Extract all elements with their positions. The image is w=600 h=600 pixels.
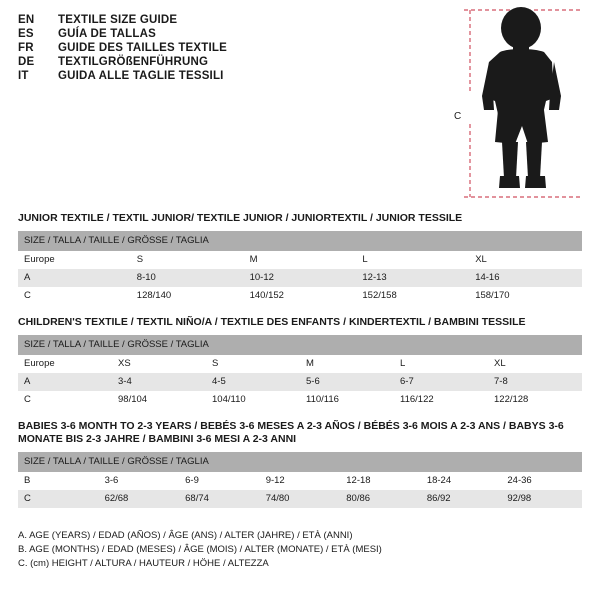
cell: 80/86 xyxy=(340,490,421,508)
row-label: C xyxy=(18,391,112,409)
table-header-row xyxy=(18,231,582,251)
size-header-label: SIZE / TALLA / TAILLE / GRÖSSE / TAGLIA xyxy=(18,335,582,355)
footnote: C. (cm) HEIGHT / ALTURA / HAUTEUR / HÖHE / ALTEZZA xyxy=(18,558,269,569)
cell: 110/116 xyxy=(300,391,394,409)
language-row xyxy=(18,70,418,82)
cell: 3-4 xyxy=(112,373,206,391)
footnote: A. AGE (YEARS) / EDAD (AÑOS) / ÂGE (ANS) / ALTER (JAHRE) / ETÀ (ANNI) xyxy=(18,530,353,541)
cell: 6-7 xyxy=(394,373,488,391)
language-title-block xyxy=(18,14,418,84)
cell: 128/140 xyxy=(131,287,244,305)
table-header-row xyxy=(18,452,582,472)
cell: 68/74 xyxy=(179,490,260,508)
cell: 158/170 xyxy=(469,287,582,305)
footnotes-block xyxy=(18,529,582,571)
row-label: C xyxy=(18,490,99,508)
language-row xyxy=(18,14,418,26)
cell: S xyxy=(206,355,300,373)
table-row xyxy=(18,287,582,305)
junior-size-table xyxy=(18,231,582,305)
cell: M xyxy=(300,355,394,373)
language-code: ES xyxy=(18,28,34,40)
language-row xyxy=(18,42,418,54)
cell: 86/92 xyxy=(421,490,502,508)
cell: 104/110 xyxy=(206,391,300,409)
cell: 4-5 xyxy=(206,373,300,391)
babies-size-table xyxy=(18,452,582,508)
cell: XL xyxy=(469,251,582,269)
cell: 92/98 xyxy=(501,490,582,508)
cell: S xyxy=(131,251,244,269)
language-title: TEXTILGRÖßENFÜHRUNG xyxy=(58,56,209,68)
cell: 98/104 xyxy=(112,391,206,409)
language-title: GUÍA DE TALLAS xyxy=(58,28,156,40)
cell: 140/152 xyxy=(244,287,357,305)
cell: 7-8 xyxy=(488,373,582,391)
cell: XL xyxy=(488,355,582,373)
table-header-row xyxy=(18,335,582,355)
child-silhouette-icon xyxy=(458,6,588,201)
language-code: FR xyxy=(18,42,34,54)
size-header-label: SIZE / TALLA / TAILLE / GRÖSSE / TAGLIA xyxy=(18,452,582,472)
children-size-table xyxy=(18,335,582,409)
table-row xyxy=(18,269,582,287)
section-babies xyxy=(18,420,582,508)
language-row xyxy=(18,28,418,40)
section-children xyxy=(18,316,582,409)
row-label: Europe xyxy=(18,355,112,373)
cell: 3-6 xyxy=(99,472,180,490)
cell: 9-12 xyxy=(260,472,341,490)
language-row xyxy=(18,56,418,68)
size-header-label: SIZE / TALLA / TAILLE / GRÖSSE / TAGLIA xyxy=(18,231,582,251)
language-title: GUIDE DES TAILLES TEXTILE xyxy=(58,42,227,54)
section-title: BABIES 3-6 MONTH TO 2-3 YEARS / BEBÉS 3-6 MESES A 2-3 AÑOS / BÉBÉS 3-6 MOIS A 2-3 ANS / BABYS 3-6 MONATE BIS 2-3 JAHRE / BAMBINI 3-6 MESI A 2-3 ANNI xyxy=(18,420,564,445)
cell: 12-13 xyxy=(356,269,469,287)
height-measure-label: C xyxy=(454,111,462,122)
table-row xyxy=(18,490,582,508)
cell: 5-6 xyxy=(300,373,394,391)
figure-area xyxy=(430,6,595,201)
cell: 152/158 xyxy=(356,287,469,305)
row-label: C xyxy=(18,287,131,305)
cell: 116/122 xyxy=(394,391,488,409)
cell: 74/80 xyxy=(260,490,341,508)
table-row xyxy=(18,472,582,490)
cell: 10-12 xyxy=(244,269,357,287)
cell: 62/68 xyxy=(99,490,180,508)
section-title: CHILDREN'S TEXTILE / TEXTIL NIÑO/A / TEXTILE DES ENFANTS / KINDERTEXTIL / BAMBINI TESSILE xyxy=(18,316,526,328)
footnote: B. AGE (MONTHS) / EDAD (MESES) / ÂGE (MOIS) / ALTER (MONATE) / ETÀ (MESI) xyxy=(18,544,382,555)
language-code: IT xyxy=(18,70,29,82)
cell: 14-16 xyxy=(469,269,582,287)
cell: 122/128 xyxy=(488,391,582,409)
cell: L xyxy=(356,251,469,269)
cell: 12-18 xyxy=(340,472,421,490)
section-title: JUNIOR TEXTILE / TEXTIL JUNIOR/ TEXTILE JUNIOR / JUNIORTEXTIL / JUNIOR TESSILE xyxy=(18,212,463,224)
row-label: B xyxy=(18,472,99,490)
cell: XS xyxy=(112,355,206,373)
language-code: EN xyxy=(18,14,35,26)
language-code: DE xyxy=(18,56,35,68)
section-junior xyxy=(18,212,582,305)
language-title: TEXTILE SIZE GUIDE xyxy=(58,14,178,26)
cell: 24-36 xyxy=(501,472,582,490)
row-label: A xyxy=(18,269,131,287)
cell: M xyxy=(244,251,357,269)
table-row xyxy=(18,391,582,409)
cell: L xyxy=(394,355,488,373)
table-row xyxy=(18,355,582,373)
table-row xyxy=(18,251,582,269)
cell: 8-10 xyxy=(131,269,244,287)
language-title: GUIDA ALLE TAGLIE TESSILI xyxy=(58,70,224,82)
cell: 18-24 xyxy=(421,472,502,490)
row-label: A xyxy=(18,373,112,391)
row-label: Europe xyxy=(18,251,131,269)
table-row xyxy=(18,373,582,391)
cell: 6-9 xyxy=(179,472,260,490)
